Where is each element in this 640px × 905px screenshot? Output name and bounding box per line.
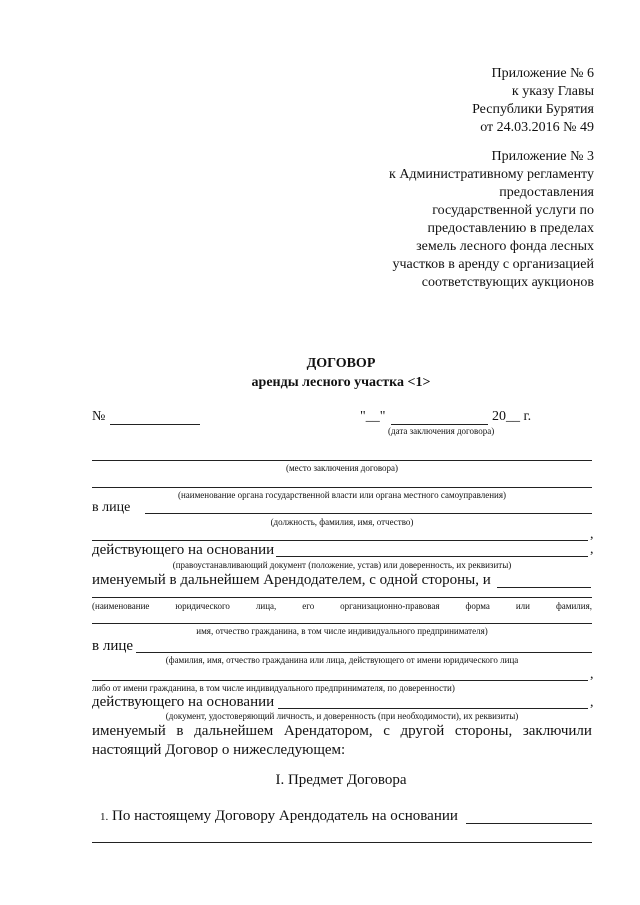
body-word: дальнейшем xyxy=(194,723,274,739)
basis-doc-caption: (правоустанавливающий документ (положение, устав) или доверенность, их реквизиты) xyxy=(172,560,512,570)
clause-field-line-2[interactable] xyxy=(92,842,592,843)
body-word: другой xyxy=(400,723,445,739)
position-caption: (должность, фамилия, имя, отчество) xyxy=(270,517,414,527)
lessee-field-line[interactable] xyxy=(92,597,592,598)
caption-word: лица, xyxy=(255,601,277,611)
representative-field-line-4[interactable] xyxy=(92,680,588,681)
appendix-3-block xyxy=(274,148,594,292)
basis-field-line-2[interactable] xyxy=(278,708,588,709)
caption-word: юридического xyxy=(175,601,230,611)
person-caption-1: (фамилия, имя, отчество гражданина или лица, действующего от имени юридического лица xyxy=(165,655,519,665)
appendix-6-line: к указу Главы xyxy=(511,84,594,99)
contract-title: ДОГОВОР xyxy=(306,356,376,371)
acting-basis-label: действующего на основании xyxy=(92,542,275,558)
body-word: стороны, xyxy=(454,723,513,739)
representative-field-line[interactable] xyxy=(145,513,592,514)
clause-number: 1. xyxy=(100,811,109,823)
body-word: с xyxy=(383,723,390,739)
lessee-text-line-2: настоящий Договор о нижеследующем: xyxy=(92,742,346,758)
represented-by-label-2: в лице xyxy=(92,638,134,654)
appendix-3-line: участков в аренду с организацией xyxy=(392,257,594,272)
appendix-6-line: Приложение № 6 xyxy=(491,66,594,81)
clause-field-line[interactable] xyxy=(466,823,592,824)
body-word: Арендатором, xyxy=(283,723,373,739)
appendix-6-line: Республики Бурятия xyxy=(472,102,594,117)
appendix-3-line: соответствующих аукционов xyxy=(421,275,594,290)
contract-subtitle: аренды лесного участка <1> xyxy=(251,375,431,390)
person-caption-2: либо от имени гражданина, в том числе индивидуального предпринимателя, по доверенности) xyxy=(92,683,455,693)
appendix-3-line: предоставления xyxy=(499,185,594,200)
appendix-6-line: от 24.03.2016 № 49 xyxy=(480,120,594,135)
comma-mark: , xyxy=(590,527,594,542)
date-year: 20__ г. xyxy=(492,409,532,424)
caption-word: фамилия, xyxy=(555,601,592,611)
number-field-line[interactable] xyxy=(110,424,200,425)
date-month-line[interactable] xyxy=(391,424,488,425)
acting-basis-label-2: действующего на основании xyxy=(92,694,275,710)
body-word: именуемый xyxy=(92,723,166,739)
appendix-3-line: земель лесного фонда лесных xyxy=(416,239,594,254)
appendix-3-line: к Административному регламенту xyxy=(389,167,594,182)
appendix-3-line: предоставлению в пределах xyxy=(427,221,594,236)
appendix-3-line: государственной услуги по xyxy=(432,203,594,218)
lessor-text: именуемый в дальнейшем Арендодателем, с одной стороны, и xyxy=(92,572,491,588)
body-word: заключили xyxy=(522,723,592,739)
represented-by-label: в лице xyxy=(92,500,131,515)
authority-caption: (наименование органа государственной власти или органа местного самоуправления) xyxy=(177,490,507,500)
section-heading: I. Предмет Договора xyxy=(275,772,407,788)
clause-text: По настоящему Договору Арендодатель на основании xyxy=(112,808,458,824)
caption-word: (наименование xyxy=(92,601,150,611)
basis-field-line[interactable] xyxy=(276,556,588,557)
caption-word: форма xyxy=(465,601,490,611)
caption-word: организационно-правовая xyxy=(340,601,440,611)
legal-person-caption-2: имя, отчество гражданина, в том числе индивидуального предпринимателя) xyxy=(196,626,488,636)
authority-field-line[interactable] xyxy=(92,487,592,488)
comma-mark: , xyxy=(590,667,594,682)
lessee-name-field-line[interactable] xyxy=(497,587,591,588)
place-caption: (место заключения договора) xyxy=(285,463,399,473)
representative-field-line-3[interactable] xyxy=(136,652,592,653)
comma-mark: , xyxy=(590,542,594,557)
place-field-line[interactable] xyxy=(92,460,592,461)
clause-1 xyxy=(100,807,458,826)
caption-word: его xyxy=(302,601,315,611)
number-label: № xyxy=(92,409,106,424)
caption-word: или xyxy=(515,601,530,611)
comma-mark: , xyxy=(590,695,594,710)
date-caption: (дата заключения договора) xyxy=(388,426,495,436)
legal-person-caption xyxy=(92,601,592,612)
body-word: в xyxy=(176,723,184,739)
appendix-3-line: Приложение № 3 xyxy=(491,149,594,164)
lessee-text-line-1 xyxy=(92,722,592,740)
appendix-6-block xyxy=(294,65,594,137)
identity-doc-caption: (документ, удостоверяющий личность, и доверенность (при необходимости), их реквизиты) xyxy=(165,711,519,721)
lessee-field-line-2[interactable] xyxy=(92,623,592,624)
date-day-quote: "__" xyxy=(360,409,386,424)
